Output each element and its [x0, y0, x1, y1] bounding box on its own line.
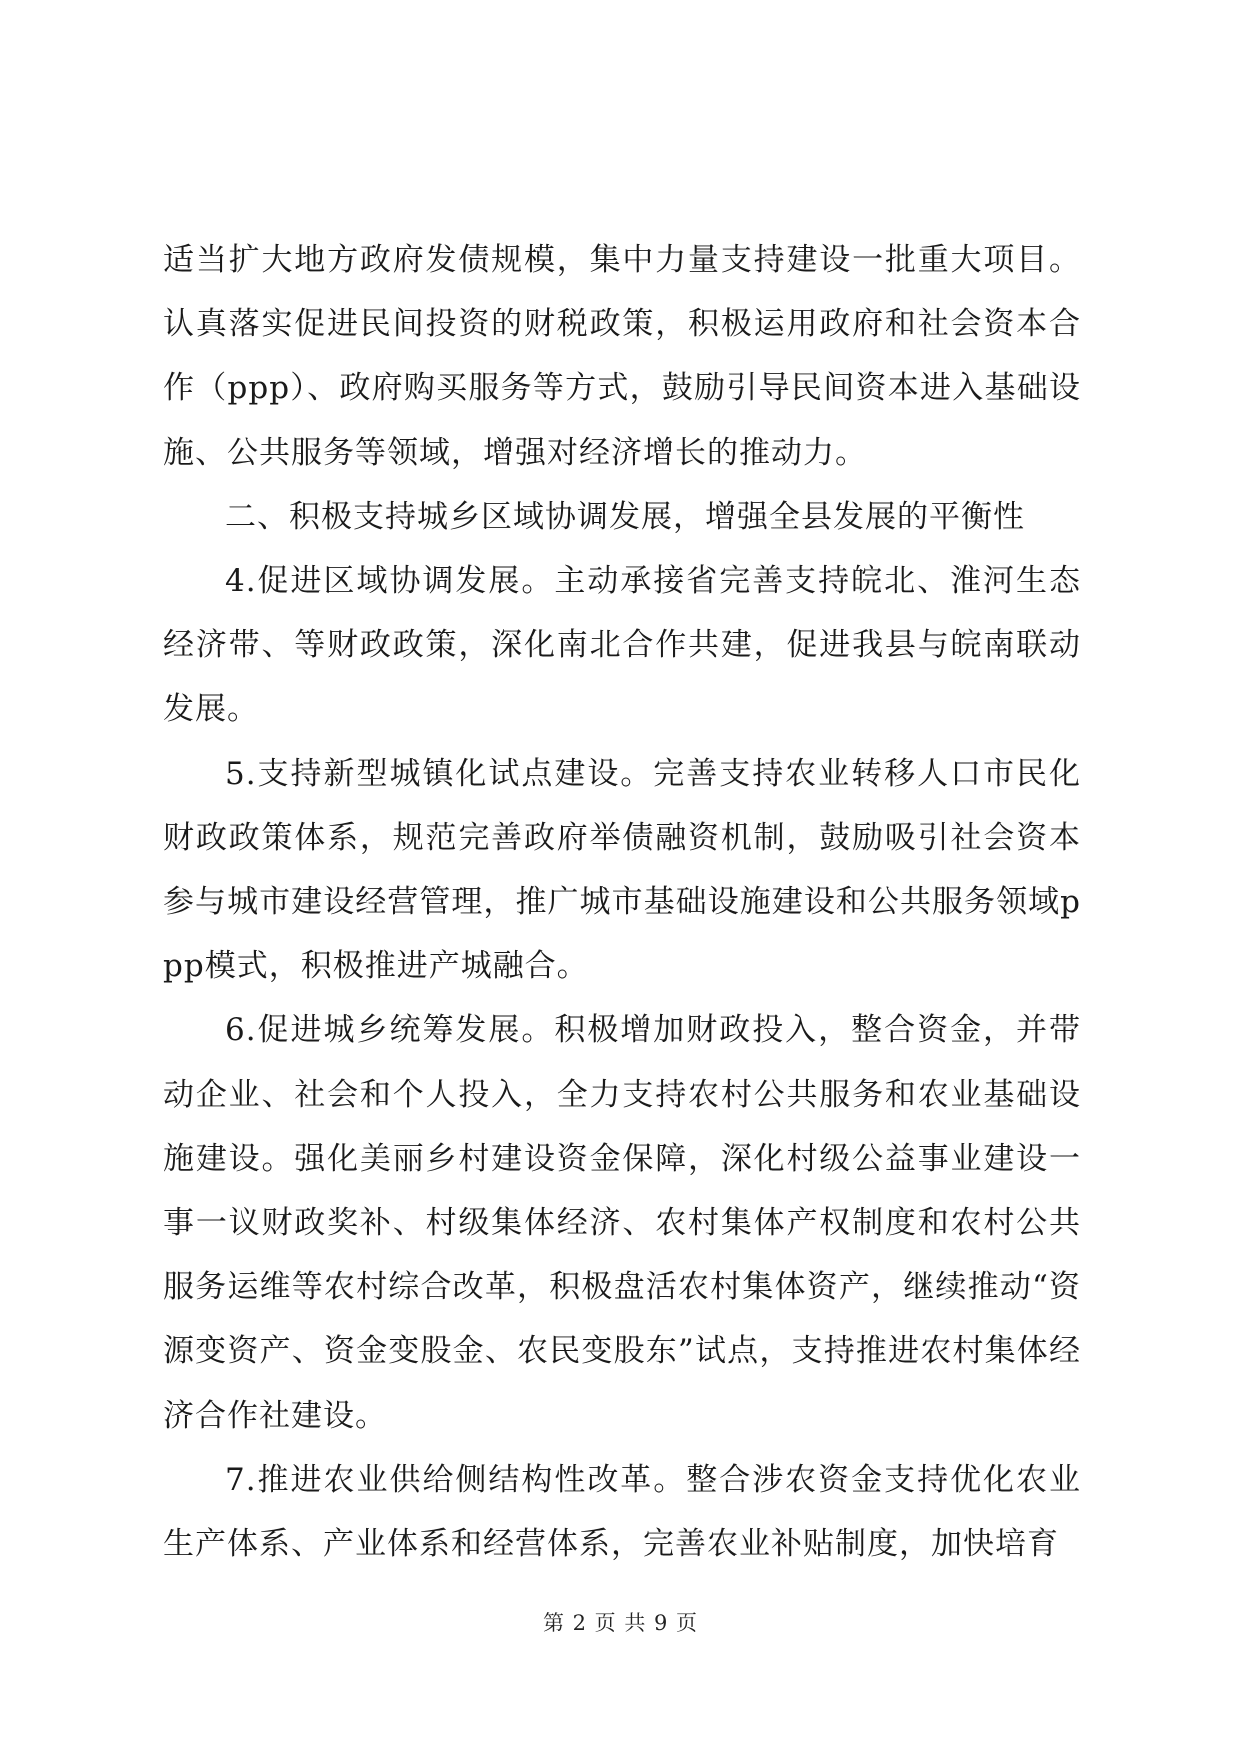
document-body	[163, 228, 1081, 1576]
paragraph-item-5: 5.支持新型城镇化试点建设。完善支持农业转移人口市民化财政政策体系，规范完善政府举债融资机制，鼓励吸引社会资本参与城市建设经营管理，推广城市基础设施建设和公共服务领域ppp模式，积极推进产城融合。	[163, 755, 1081, 985]
paragraph-item-4: 4.促进区域协调发展。主动承接省完善支持皖北、淮河生态经济带、等财政政策，深化南北合作共建，促进我县与皖南联动发展。	[163, 563, 1081, 728]
page-number-footer: 第 2 页 共 9 页	[542, 1611, 699, 1635]
paragraph-continuation: 适当扩大地方政府发债规模，集中力量支持建设一批重大项目。认真落实促进民间投资的财税政策，积极运用政府和社会资本合作（ppp）、政府购买服务等方式，鼓励引导民间资本进入基础设施、公共服务等领域，增强对经济增长的推动力。	[163, 242, 1081, 471]
paragraph-item-6: 6.促进城乡统筹发展。积极增加财政投入，整合资金，并带动企业、社会和个人投入，全力支持农村公共服务和农业基础设施建设。强化美丽乡村建设资金保障，深化村级公益事业建设一事一议财政奖补、村级集体经济、农村集体产权制度和农村公共服务运维等农村综合改革，积极盘活农村集体资产，继续推动“资源变资产、资金变股金、农民变股东”试点，支持推进农村集体经济合作社建设。	[163, 1012, 1081, 1434]
paragraph-item-7: 7.推进农业供给侧结构性改革。整合涉农资金支持优化农业生产体系、产业体系和经营体系，完善农业补贴制度，加快培育	[163, 1461, 1081, 1563]
section-heading: 二、积极支持城乡区域协调发展，增强全县发展的平衡性	[225, 498, 1025, 535]
